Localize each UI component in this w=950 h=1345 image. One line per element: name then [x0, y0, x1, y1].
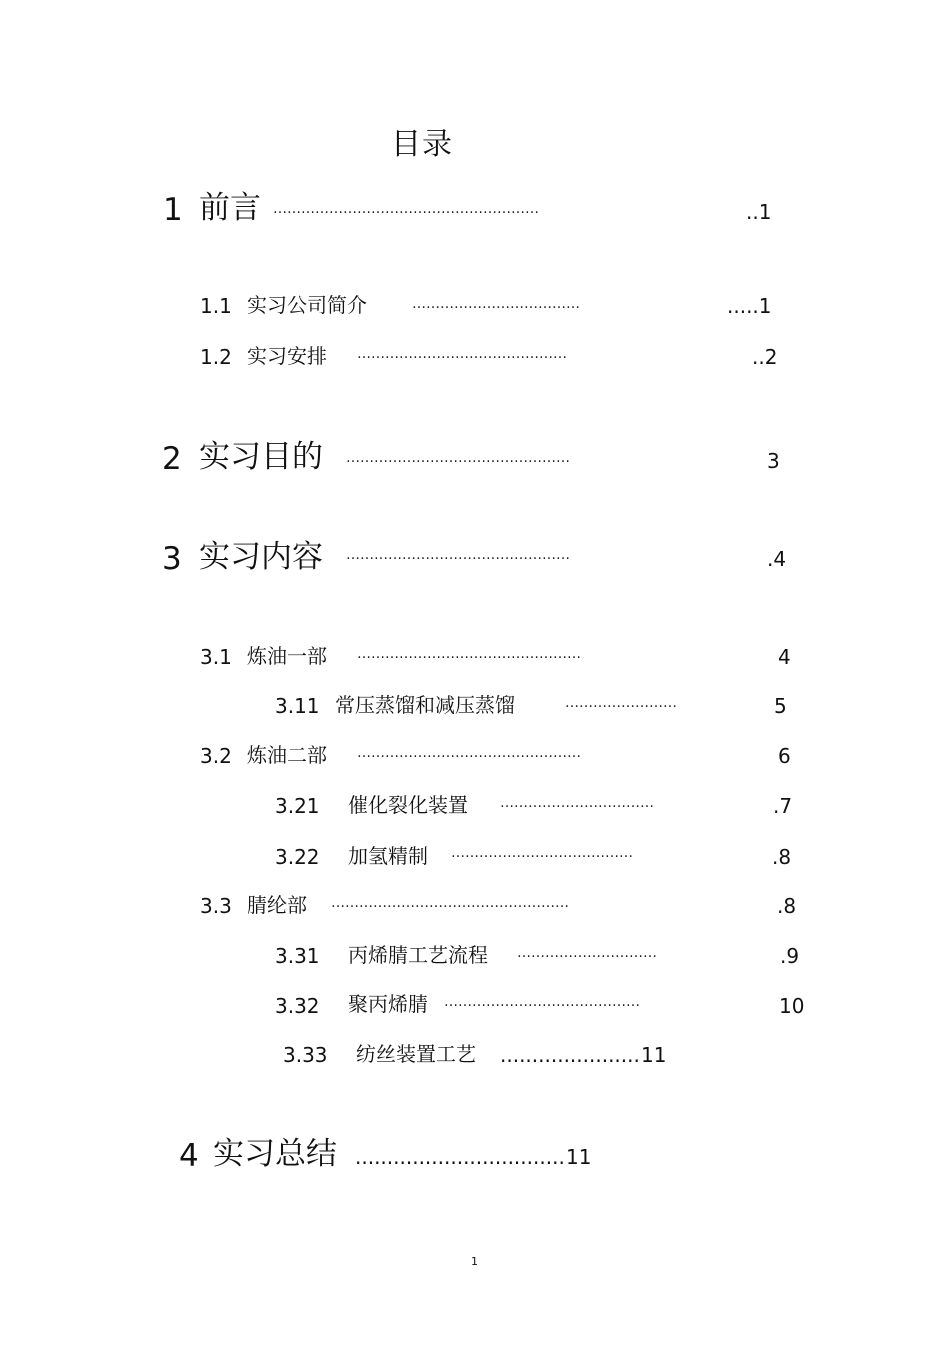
toc-entry-leader: ……………………………………… — [357, 346, 567, 362]
toc-entry-page: ..1 — [746, 200, 772, 224]
toc-entry-number: 1.1 — [200, 294, 232, 318]
toc-entry-page: .8 — [777, 894, 797, 918]
toc-entry-label: 丙烯腈工艺流程 — [348, 943, 488, 967]
toc-entry-number: 3.21 — [275, 794, 320, 818]
toc-entry-number: 3.3 — [200, 894, 232, 918]
toc-entry-label: 常压蒸馏和减压蒸馏 — [335, 693, 515, 717]
toc-entry-label: 实习安排 — [247, 344, 327, 368]
toc-entry-page: 3 — [767, 449, 780, 473]
toc-entry-page: 4 — [778, 645, 791, 669]
toc-entry-page: 10 — [779, 994, 805, 1018]
toc-entry-number: 3.11 — [275, 694, 320, 718]
toc-entry-label: 腈纶部 — [247, 893, 307, 917]
toc-entry-label: 加氢精制 — [348, 844, 428, 868]
toc-entry-number: 3.33 — [283, 1043, 328, 1067]
toc-entry-number: 3.1 — [200, 645, 232, 669]
toc-entry-page: 11 — [641, 1043, 667, 1067]
toc-entry-leader: ……………………………… — [412, 296, 580, 312]
toc-entry-label: 炼油二部 — [247, 743, 327, 767]
toc-entry-page: .9 — [780, 944, 800, 968]
toc-entry-number: 3.32 — [275, 994, 320, 1018]
toc-entry-page: 5 — [774, 694, 787, 718]
toc-entry-leader: ………………………………… — [451, 845, 633, 861]
toc-entry-leader: ………………………………………… — [357, 745, 581, 761]
toc-entry-number: 1 — [163, 192, 183, 228]
toc-entry-leader: ………………………… — [517, 945, 657, 961]
toc-entry-leader: ………………………………………… — [346, 547, 570, 563]
page-number: 1 — [471, 1255, 478, 1268]
toc-entry-number: 1.2 — [200, 345, 232, 369]
toc-entry-leader: ................................. — [355, 1145, 565, 1169]
toc-entry-leader: ...................... — [500, 1043, 640, 1067]
toc-entry-leader: ………………………………………… — [346, 450, 570, 466]
toc-entry-page: 11 — [566, 1145, 592, 1169]
toc-entry-page: .4 — [767, 547, 787, 571]
toc-entry-page: ..2 — [752, 345, 778, 369]
toc-entry-page: .7 — [773, 794, 793, 818]
toc-entry-label: 催化裂化装置 — [348, 793, 468, 817]
toc-entry-number: 3.22 — [275, 845, 320, 869]
toc-entry-leader: …………………………………… — [444, 994, 640, 1010]
toc-entry-label: 实习内容 — [199, 539, 323, 575]
toc-entry-label: 纺丝装置工艺 — [356, 1042, 476, 1066]
toc-entry-leader: …………………………… — [500, 795, 654, 811]
toc-entry-label: 前言 — [199, 190, 261, 226]
toc-entry-label: 炼油一部 — [247, 644, 327, 668]
toc-entry-number: 3.2 — [200, 744, 232, 768]
toc-entry-number: 2 — [162, 441, 182, 477]
toc-title: 目录 — [391, 127, 453, 162]
toc-entry-label: 实习目的 — [199, 439, 323, 475]
toc-entry-leader: …………………… — [565, 695, 677, 711]
toc-entry-label: 实习公司简介 — [247, 293, 367, 317]
toc-entry-page: 6 — [778, 744, 791, 768]
toc-entry-leader: ………………………………………… — [357, 646, 581, 662]
toc-entry-number: 3 — [162, 541, 182, 577]
toc-entry-page: .8 — [772, 845, 792, 869]
toc-entry-page: .....1 — [727, 294, 772, 318]
toc-entry-label: 实习总结 — [213, 1136, 337, 1172]
toc-entry-number: 3.31 — [275, 944, 320, 968]
toc-entry-leader: …………………………………………… — [331, 895, 569, 911]
toc-entry-number: 4 — [179, 1138, 199, 1174]
toc-entry-leader: ………………………………………………… — [273, 201, 539, 217]
toc-entry-label: 聚丙烯腈 — [348, 992, 428, 1016]
